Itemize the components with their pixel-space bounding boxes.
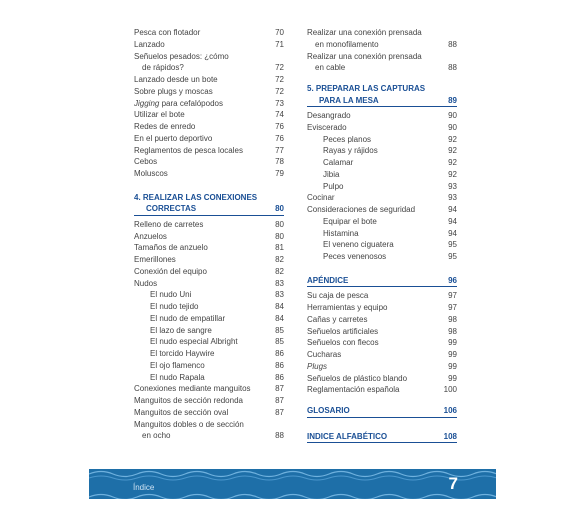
index-heading[interactable] [307, 431, 457, 444]
entry-title: Equipar el bote [323, 216, 377, 226]
toc-entry[interactable] [134, 145, 284, 157]
entry-title [307, 361, 327, 373]
entry-page: 85 [275, 325, 284, 335]
entry-title: Señuelos pesados: ¿cómo [134, 51, 229, 61]
entry-title: El nudo Uni [150, 290, 192, 300]
entry-title: Conexión del equipo [134, 266, 207, 276]
toc-entry[interactable] [134, 98, 284, 110]
entry-title: Sobre plugs y moscas [134, 86, 213, 96]
entry-title: Reglamentación española [307, 385, 400, 395]
toc-entry[interactable] [134, 325, 284, 337]
toc-entry[interactable] [134, 219, 284, 231]
entry-title: Redes de enredo [134, 122, 196, 131]
entry-page: 99 [448, 361, 457, 371]
toc-entry[interactable] [134, 109, 284, 121]
entry-page: 99 [448, 350, 457, 359]
entry-title: Pesca con flotador [134, 28, 201, 37]
toc-entry[interactable] [134, 313, 284, 325]
section-heading[interactable] [307, 83, 457, 107]
entry-title: Realizar una conexión prensada [307, 28, 422, 37]
toc-entry[interactable] [307, 302, 457, 314]
entry-title: Cebos [134, 157, 158, 167]
toc-entry[interactable] [134, 419, 284, 431]
entry-title: de rápidos? [142, 63, 184, 73]
toc-entry[interactable] [307, 145, 457, 157]
section-title: GLOSARIO [307, 406, 350, 415]
section-title: 4. REALIZAR LAS CONEXIONES [134, 192, 258, 202]
entry-title: Consideraciones de seguridad [307, 205, 416, 214]
toc-list [134, 219, 284, 442]
toc-entry[interactable] [134, 254, 284, 266]
entry-title: En el puerto deportivo [134, 133, 213, 143]
entry-page: 87 [275, 407, 284, 417]
toc-entry[interactable] [307, 216, 457, 228]
entry-title: Cocinar [307, 193, 335, 203]
entry-title: Señuelos con flecos [307, 338, 379, 348]
entry-title: Emerillones [134, 255, 176, 264]
entry-title: Eviscerado [307, 122, 347, 132]
entry-page: 84 [275, 313, 284, 323]
entry-page: 81 [275, 243, 284, 253]
toc-entry[interactable] [134, 360, 284, 372]
entry-title: Manguitos de sección redonda [134, 396, 243, 405]
entry-page: 83 [275, 290, 284, 300]
section-title-cont: PARA LA MESA [319, 95, 379, 105]
toc-entry[interactable] [307, 228, 457, 240]
entry-title: El nudo especial Albright [150, 337, 238, 347]
entry-page: 76 [275, 122, 284, 131]
entry-page: 88 [275, 431, 284, 441]
toc-entry[interactable] [307, 373, 457, 385]
glossary-heading[interactable] [307, 405, 457, 418]
entry-title: Utilizar el bote [134, 110, 185, 120]
entry-title: Herramientas y equipo [307, 303, 388, 312]
entry-title: Peces planos [323, 134, 372, 144]
section-title: APÉNDICE [307, 275, 349, 285]
entry-title: El torcido Haywire [150, 349, 215, 358]
entry-page: 80 [275, 219, 284, 229]
entry-title: Lanzado desde un bote [134, 75, 218, 84]
entry-page: 99 [448, 338, 457, 348]
entry-title: Moluscos [134, 169, 168, 178]
section-heading[interactable] [134, 192, 284, 216]
entry-title: en monofilamento [315, 39, 379, 49]
toc-entry[interactable] [307, 110, 457, 122]
entry-page: 87 [275, 384, 284, 394]
toc-entry[interactable] [307, 181, 457, 193]
entry-page: 90 [448, 122, 457, 132]
entry-page: 78 [275, 157, 284, 167]
entry-title: Lanzado [134, 39, 165, 49]
toc-entry[interactable] [307, 384, 457, 396]
toc-entry[interactable] [134, 133, 284, 145]
entry-title: El ojo flamenco [150, 360, 205, 370]
right-column [307, 27, 457, 443]
toc-entry[interactable] [134, 27, 284, 39]
entry-title: Tamaños de anzuelo [134, 243, 208, 253]
entry-title-rest: para cefalópodos [159, 98, 223, 108]
toc-entry[interactable] [134, 336, 284, 348]
section-page: 106 [443, 406, 457, 415]
entry-title: en ocho [142, 431, 171, 441]
entry-page: 76 [275, 133, 284, 143]
entry-title: El lazo de sangre [150, 325, 212, 335]
toc-list [307, 27, 457, 74]
section-page: 108 [443, 431, 457, 441]
toc-list [307, 110, 457, 263]
toc-entry[interactable] [134, 62, 284, 74]
entry-page: 83 [275, 278, 284, 288]
section-title: 5. PREPARAR LAS CAPTURAS [307, 84, 426, 93]
entry-page: 80 [275, 231, 284, 241]
entry-page: 92 [448, 169, 457, 179]
toc-entry[interactable] [307, 169, 457, 181]
entry-title-italic: Plugs [307, 361, 328, 371]
entry-page: 82 [275, 266, 284, 276]
entry-page: 72 [275, 63, 284, 73]
toc-entry[interactable] [134, 407, 284, 419]
entry-title: Reglamentos de pesca locales [134, 145, 243, 155]
entry-title: El veneno ciguatera [323, 240, 394, 250]
entry-page: 82 [275, 255, 284, 264]
toc-entry[interactable] [134, 168, 284, 180]
entry-page: 86 [275, 372, 284, 382]
toc-entry[interactable] [307, 251, 457, 263]
entry-title: en cable [315, 63, 346, 73]
toc-entry[interactable] [307, 157, 457, 169]
entry-title: El nudo tejido [150, 302, 199, 311]
entry-title: Anzuelos [134, 231, 167, 241]
footer-band [89, 469, 496, 499]
entry-page: 92 [448, 158, 457, 167]
toc-entry[interactable] [134, 242, 284, 254]
entry-page: 79 [275, 169, 284, 178]
toc-entry[interactable] [134, 86, 284, 98]
entry-page: 93 [448, 181, 457, 191]
entry-title: Su caja de pesca [307, 291, 369, 301]
entry-title: Peces venenosos [323, 252, 387, 261]
toc-list [134, 27, 284, 180]
toc-entry[interactable] [134, 301, 284, 313]
entry-page: 86 [275, 349, 284, 358]
entry-page: 74 [275, 110, 284, 120]
toc-entry[interactable] [134, 348, 284, 360]
entry-title: Histamina [323, 228, 359, 238]
footer-label: Índice [133, 483, 155, 492]
toc-entry[interactable] [307, 134, 457, 146]
toc-entry[interactable] [134, 278, 284, 290]
entry-title: Señuelos de plástico blando [307, 373, 408, 383]
entry-page: 88 [448, 63, 457, 73]
entry-page: 86 [275, 360, 284, 370]
entry-page: 77 [275, 145, 284, 155]
entry-title: Nudos [134, 278, 158, 288]
toc-entry[interactable] [307, 314, 457, 326]
entry-page: 72 [275, 75, 284, 84]
toc-list [307, 290, 457, 396]
toc-entry[interactable] [134, 51, 284, 63]
entry-title: Jibia [323, 169, 340, 179]
entry-title: Cañas y carretes [307, 314, 368, 324]
section-title-cont: CORRECTAS [146, 204, 197, 214]
entry-page: 72 [275, 86, 284, 96]
toc-entry[interactable] [307, 349, 457, 361]
entry-title: Calamar [323, 158, 354, 167]
toc-entry[interactable] [307, 290, 457, 302]
toc-entry[interactable] [134, 383, 284, 395]
left-column [134, 27, 284, 442]
toc-entry[interactable] [134, 395, 284, 407]
entry-page: 93 [448, 193, 457, 203]
entry-title: Pulpo [323, 181, 344, 191]
entry-title: El nudo de empatillar [150, 313, 226, 323]
entry-page: 94 [448, 228, 457, 238]
toc-entry[interactable] [134, 74, 284, 86]
entry-page: 100 [443, 385, 457, 395]
toc-entry[interactable] [307, 326, 457, 338]
section-page: 89 [448, 95, 457, 105]
appendix-heading[interactable] [307, 275, 457, 288]
entry-page: 73 [275, 98, 284, 108]
toc-entry[interactable] [307, 51, 457, 63]
entry-title [134, 98, 223, 110]
toc-entry[interactable] [307, 39, 457, 51]
toc-entry[interactable] [134, 231, 284, 243]
toc-entry[interactable] [307, 204, 457, 216]
entry-page: 71 [275, 39, 284, 49]
section-page: 80 [275, 204, 284, 214]
section-title: INDICE ALFABÉTICO [307, 431, 388, 441]
entry-page: 98 [448, 314, 457, 324]
toc-entry[interactable] [307, 337, 457, 349]
toc-entry[interactable] [134, 266, 284, 278]
toc-entry[interactable] [134, 39, 284, 51]
toc-entry[interactable] [307, 62, 457, 74]
entry-page: 98 [448, 326, 457, 336]
toc-entry[interactable] [307, 192, 457, 204]
entry-page: 94 [448, 216, 457, 226]
entry-page: 97 [448, 291, 457, 301]
entry-title: Realizar una conexión prensada [307, 51, 422, 61]
entry-title-italic: Jigging [134, 98, 160, 108]
entry-page: 88 [448, 39, 457, 49]
toc-entry[interactable] [307, 239, 457, 251]
entry-title: Conexiones mediante manguitos [134, 384, 251, 394]
entry-title: Manguitos de sección oval [134, 407, 229, 417]
entry-page: 84 [275, 302, 284, 311]
toc-entry[interactable] [307, 122, 457, 134]
entry-page: 97 [448, 303, 457, 312]
entry-title: Desangrado [307, 111, 351, 120]
toc-entry[interactable] [134, 289, 284, 301]
entry-title: El nudo Rapala [150, 372, 205, 382]
entry-page: 92 [448, 146, 457, 156]
toc-entry[interactable] [134, 121, 284, 133]
entry-page: 94 [448, 205, 457, 214]
toc-entry[interactable] [134, 156, 284, 168]
toc-entry[interactable] [307, 27, 457, 39]
section-page: 96 [448, 275, 457, 285]
page-number: 7 [448, 474, 458, 493]
entry-title: Manguitos dobles o de sección [134, 419, 244, 429]
entry-page: 87 [275, 396, 284, 405]
entry-page: 95 [448, 252, 457, 261]
toc-entry[interactable] [134, 430, 284, 442]
entry-title: Relleno de carretes [134, 219, 204, 229]
entry-title: Rayas y rájidos [323, 146, 378, 156]
entry-page: 95 [448, 240, 457, 250]
entry-page: 70 [275, 28, 284, 37]
entry-title: Señuelos artificiales [307, 326, 379, 336]
entry-page: 85 [275, 337, 284, 347]
toc-entry[interactable] [134, 372, 284, 384]
entry-page: 90 [448, 111, 457, 120]
entry-page: 92 [448, 134, 457, 144]
entry-title: Cucharas [307, 350, 342, 359]
toc-entry[interactable] [307, 361, 457, 373]
entry-page: 99 [448, 373, 457, 383]
